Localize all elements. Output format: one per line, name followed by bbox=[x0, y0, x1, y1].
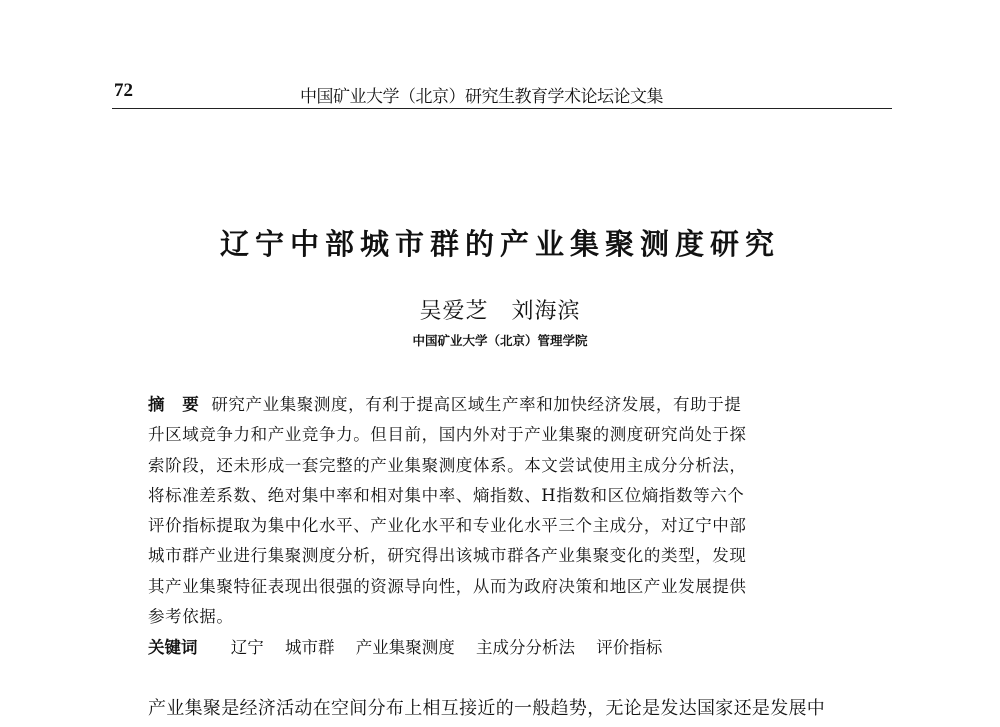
abstract-text: 研究产业集聚测度，有利于提高区域生产率和加快经济发展，有助于提 bbox=[211, 395, 742, 414]
header-rule bbox=[112, 108, 892, 109]
keyword: 城市群 bbox=[285, 638, 335, 657]
abstract bbox=[148, 390, 868, 632]
running-title: 中国矿业大学（北京）研究生教育学术论坛论文集 bbox=[300, 87, 663, 107]
abstract-line: 城市群产业进行集聚测度分析，研究得出该城市群各产业集聚变化的类型，发现 bbox=[148, 546, 747, 566]
abstract-line: 其产业集聚特征表现出很强的资源导向性，从而为政府决策和地区产业发展提供 bbox=[148, 576, 747, 596]
authors: 吴爱芝 刘海滨 bbox=[419, 299, 581, 324]
abstract-line: 索阶段，还未形成一套完整的产业集聚测度体系。本文尝试使用主成分分析法， bbox=[148, 455, 747, 475]
abstract-line: 参考依据。 bbox=[148, 607, 234, 627]
abstract-line: 升区域竞争力和产业竞争力。但目前，国内外对于产业集聚的测度研究尚处于探 bbox=[148, 425, 747, 445]
abstract-label: 摘 要 bbox=[148, 395, 200, 414]
body-text: 产业集聚是经济活动在空间分布上相互接近的一般趋势，无论是发达国家还是发展中 bbox=[148, 698, 826, 719]
keyword: 评价指标 bbox=[596, 638, 663, 657]
keyword: 主成分分析法 bbox=[476, 638, 575, 657]
page-number: 72 bbox=[114, 80, 133, 101]
abstract-line bbox=[148, 390, 868, 420]
paper-title: 辽宁中部城市群的产业集聚测度研究 bbox=[219, 227, 780, 261]
affiliation: 中国矿业大学（北京）管理学院 bbox=[412, 333, 588, 348]
keywords-label: 关键词 bbox=[148, 638, 198, 657]
keyword: 辽宁 bbox=[230, 638, 264, 657]
keyword: 产业集聚测度 bbox=[355, 638, 455, 657]
keywords bbox=[148, 634, 662, 658]
abstract-line: 将标准差系数、绝对集中率和相对集中率、熵指数、H指数和区位熵指数等六个 bbox=[148, 485, 745, 505]
abstract-line: 评价指标提取为集中化水平、产业化水平和专业化水平三个主成分，对辽宁中部 bbox=[148, 516, 747, 536]
